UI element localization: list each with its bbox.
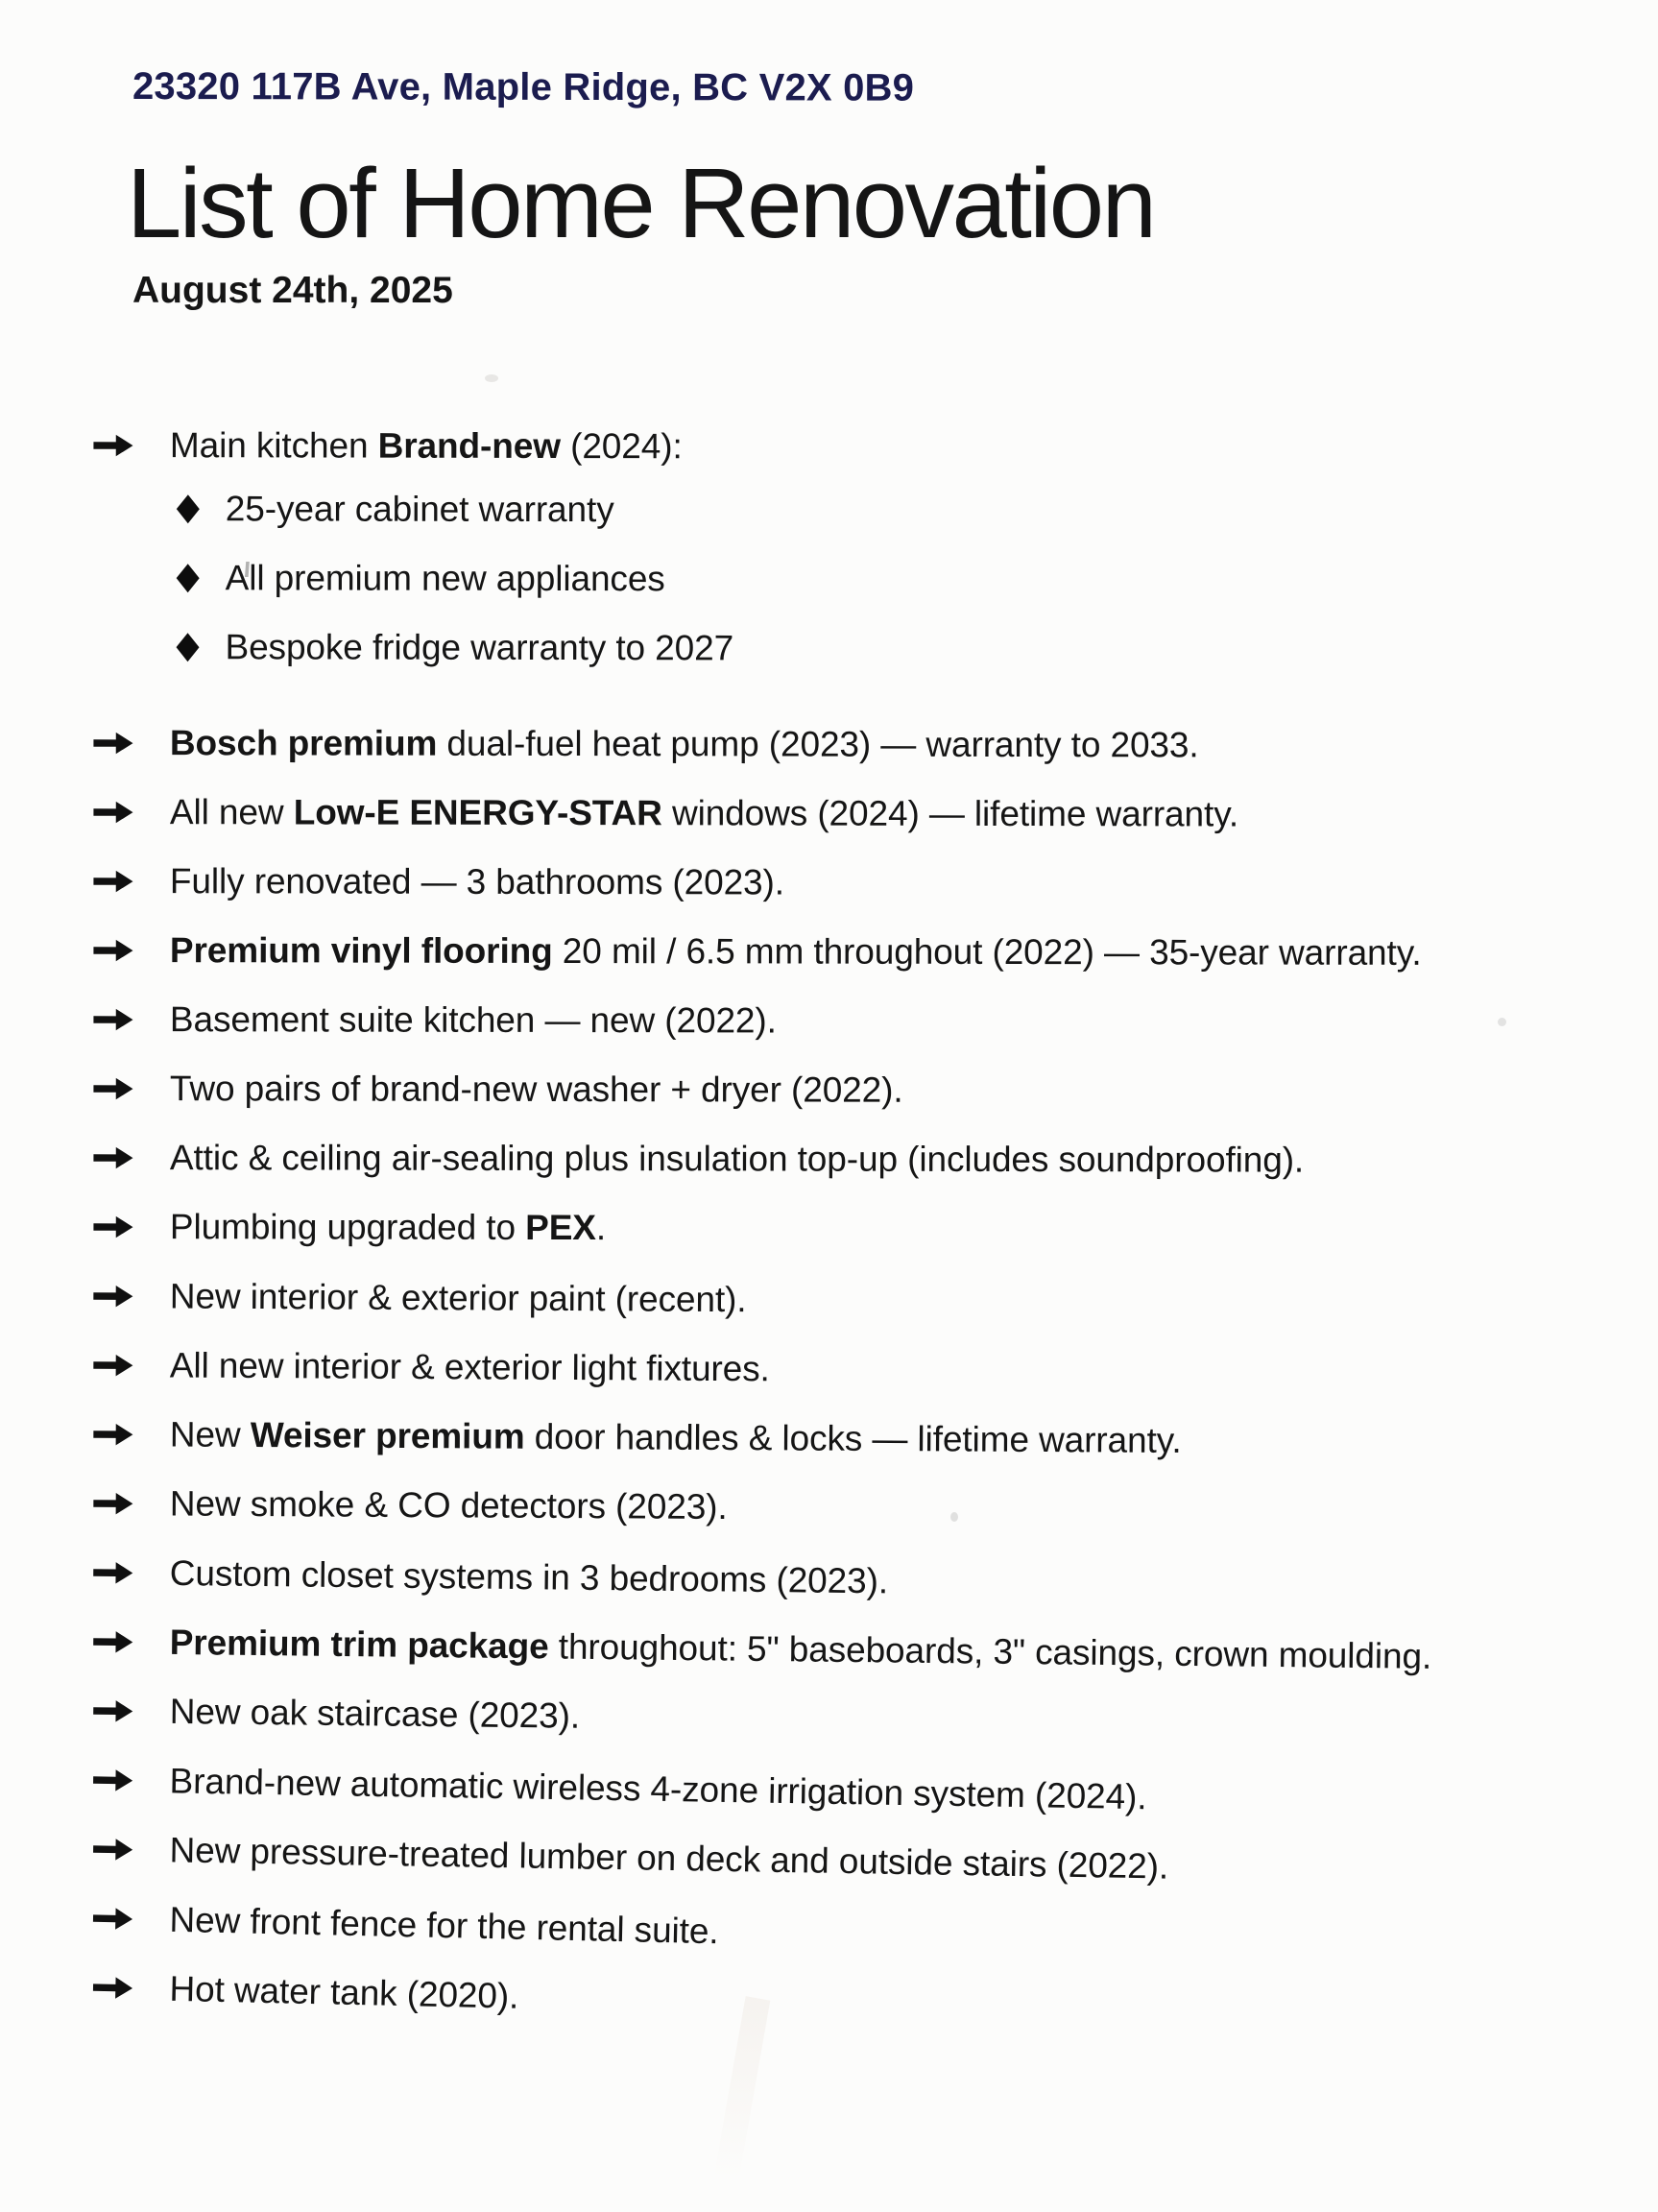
list-item xyxy=(91,1551,1658,1612)
arrow-right-icon xyxy=(91,722,170,764)
list-item-text-bold: PEX xyxy=(525,1207,596,1248)
list-item-text-segment: New pressure-treated lumber on deck and outside stairs (2022). xyxy=(169,1830,1169,1887)
arrow-right-icon xyxy=(91,1206,170,1248)
list-item-text xyxy=(169,1622,1657,1681)
list-item-text-segment: All new xyxy=(169,792,294,832)
list-item-text xyxy=(170,860,1658,905)
list-item-text xyxy=(170,1137,1658,1182)
sub-list xyxy=(169,488,1657,671)
list-item-body xyxy=(170,998,1658,1044)
list-item xyxy=(90,1897,1658,1974)
list-item-text-bold: Weiser premium xyxy=(250,1415,525,1456)
sub-list-item xyxy=(176,488,1658,533)
list-item-text-segment: Hot water tank (2020). xyxy=(169,1968,519,2016)
list-item-text-segment: Two pairs of brand-new washer + dryer (2022). xyxy=(169,1069,903,1110)
sub-item-text: All premium new appliances xyxy=(225,558,665,599)
sub-item-text: 25-year cabinet warranty xyxy=(225,489,614,530)
list-item xyxy=(91,1275,1658,1327)
arrow-right-icon xyxy=(90,1966,170,2010)
list-item xyxy=(90,1828,1658,1896)
list-item xyxy=(91,1413,1658,1465)
list-item-text-bold: Brand-new xyxy=(377,425,561,467)
list-item xyxy=(91,1344,1658,1396)
list-item-text-segment: New oak staircase (2023). xyxy=(169,1691,581,1736)
list-item xyxy=(91,1690,1658,1750)
list-item-body xyxy=(170,1068,1658,1113)
list-item-body xyxy=(170,929,1658,974)
list-item xyxy=(91,722,1658,767)
list-item-text-bold: Low-E ENERGY-STAR xyxy=(293,792,662,833)
document-header xyxy=(0,0,1658,313)
list-item-body xyxy=(170,722,1658,767)
list-item xyxy=(90,1966,1658,2043)
list-item-text-bold: Premium trim package xyxy=(169,1622,549,1667)
list-item-text xyxy=(170,1068,1658,1113)
list-item-body xyxy=(170,1276,1658,1327)
diamond-icon xyxy=(176,488,226,530)
arrow-right-icon xyxy=(91,791,170,833)
arrow-right-icon xyxy=(90,1759,170,1802)
list-item-text xyxy=(169,1968,1658,2043)
list-item-text-segment: Plumbing upgraded to xyxy=(169,1207,526,1247)
list-item xyxy=(91,860,1658,905)
list-item-text-segment: . xyxy=(595,1208,607,1248)
scan-smudge xyxy=(714,1996,771,2180)
list-item-text-segment: door handles & locks — lifetime warranty. xyxy=(524,1416,1182,1460)
list-item xyxy=(91,1206,1658,1251)
arrow-right-icon xyxy=(90,1828,170,1871)
list-item-text-segment: Custom closet systems in 3 bedrooms (2023). xyxy=(169,1552,889,1601)
list-item xyxy=(91,998,1658,1044)
list-item-text-segment: 20 mil / 6.5 mm throughout (2022) — 35-year warranty. xyxy=(552,931,1422,973)
list-item xyxy=(91,929,1658,974)
list-item-text xyxy=(170,1414,1658,1465)
arrow-right-icon xyxy=(90,1897,170,1941)
sub-list-item xyxy=(175,626,1657,671)
list-item-text xyxy=(170,722,1658,767)
list-item-text-segment: dual-fuel heat pump (2023) — warranty to 2033. xyxy=(437,723,1199,765)
list-item-text-segment: windows (2024) — lifetime warranty. xyxy=(661,793,1239,834)
list-item-text-bold: Bosch premium xyxy=(169,723,438,763)
diamond-icon xyxy=(176,557,226,599)
list-item-text xyxy=(169,1691,1657,1750)
list-item-body xyxy=(170,791,1658,836)
arrow-right-icon xyxy=(91,1137,170,1179)
list-item-text xyxy=(169,1829,1658,1896)
arrow-right-icon xyxy=(91,929,170,972)
list-item-text xyxy=(170,1276,1658,1327)
list-item-text-segment: All new interior & exterior light fixtures. xyxy=(169,1345,770,1389)
arrow-right-icon xyxy=(91,424,170,467)
arrow-right-icon xyxy=(91,998,170,1041)
list-item-text-segment: Attic & ceiling air-sealing plus insulation top-up (includes soundproofing). xyxy=(169,1138,1305,1180)
scan-speck xyxy=(485,374,498,382)
arrow-right-icon xyxy=(91,1551,170,1595)
list-item xyxy=(90,424,1658,698)
property-address: 23320 117B Ave, Maple Ridge, BC V2X 0B9 xyxy=(132,65,915,109)
list-item-text xyxy=(169,1552,1657,1612)
list-item-text-bold: Premium vinyl flooring xyxy=(169,930,553,972)
sub-item-text: Bespoke fridge warranty to 2027 xyxy=(225,627,734,668)
list-item-body xyxy=(169,1622,1657,1681)
diamond-icon xyxy=(175,626,225,668)
arrow-right-icon xyxy=(91,860,170,902)
list-item-body xyxy=(170,1137,1658,1182)
list-item-text-segment: throughout: 5" baseboards, 3" casings, crown moulding. xyxy=(548,1626,1432,1676)
list-item-text xyxy=(169,1760,1658,1827)
arrow-right-icon xyxy=(91,1068,170,1110)
list-item-text-segment: New interior & exterior paint (recent). xyxy=(169,1276,747,1320)
list-item-text-segment: New xyxy=(169,1414,251,1455)
list-item xyxy=(91,1068,1658,1113)
list-item-body xyxy=(169,1968,1658,2043)
list-item-text xyxy=(170,929,1658,974)
arrow-right-icon xyxy=(91,1413,170,1456)
list-item xyxy=(91,1621,1658,1681)
list-item-body xyxy=(170,1414,1658,1465)
list-item-text-segment: (2024): xyxy=(560,426,683,467)
list-item-body xyxy=(170,1483,1658,1534)
arrow-right-icon xyxy=(91,1275,170,1318)
list-item-body xyxy=(169,1552,1657,1612)
arrow-right-icon xyxy=(91,1621,170,1664)
list-item-text xyxy=(170,424,1658,469)
renovation-list xyxy=(0,424,1658,2016)
list-item xyxy=(91,791,1658,836)
list-item xyxy=(91,1137,1658,1182)
list-item-body xyxy=(169,1760,1658,1827)
list-item-text xyxy=(169,1899,1658,1974)
list-item-body xyxy=(170,860,1658,905)
list-item-text-segment: Fully renovated — 3 bathrooms (2023). xyxy=(169,861,785,902)
list-item xyxy=(90,1759,1658,1827)
list-item-text xyxy=(170,1345,1658,1396)
list-item-text xyxy=(170,998,1658,1044)
list-item-body xyxy=(169,1829,1658,1896)
list-item-body xyxy=(169,1691,1657,1750)
list-item xyxy=(91,1482,1658,1534)
list-item-text-segment: Main kitchen xyxy=(169,425,378,466)
list-item-text xyxy=(170,1206,1658,1251)
sub-list-item xyxy=(176,557,1658,602)
document-date: August 24th, 2025 xyxy=(132,270,453,311)
list-item-text-segment: Basement suite kitchen — new (2022). xyxy=(169,999,777,1041)
list-item-text-segment: Brand-new automatic wireless 4-zone irrigation system (2024). xyxy=(169,1761,1147,1817)
list-item-body xyxy=(170,1206,1658,1251)
list-item-text xyxy=(170,791,1658,836)
arrow-right-icon xyxy=(91,1690,170,1733)
list-item-text-segment: New smoke & CO detectors (2023). xyxy=(169,1483,728,1527)
arrow-right-icon xyxy=(91,1344,170,1387)
list-item-body xyxy=(169,424,1658,698)
list-item-body xyxy=(170,1345,1658,1396)
arrow-right-icon xyxy=(91,1482,170,1526)
list-item-text-segment: New front fence for the rental suite. xyxy=(169,1899,719,1952)
list-item-text xyxy=(170,1483,1658,1534)
document-title: List of Home Renovation xyxy=(127,148,1155,258)
list-item-body xyxy=(169,1899,1658,1974)
